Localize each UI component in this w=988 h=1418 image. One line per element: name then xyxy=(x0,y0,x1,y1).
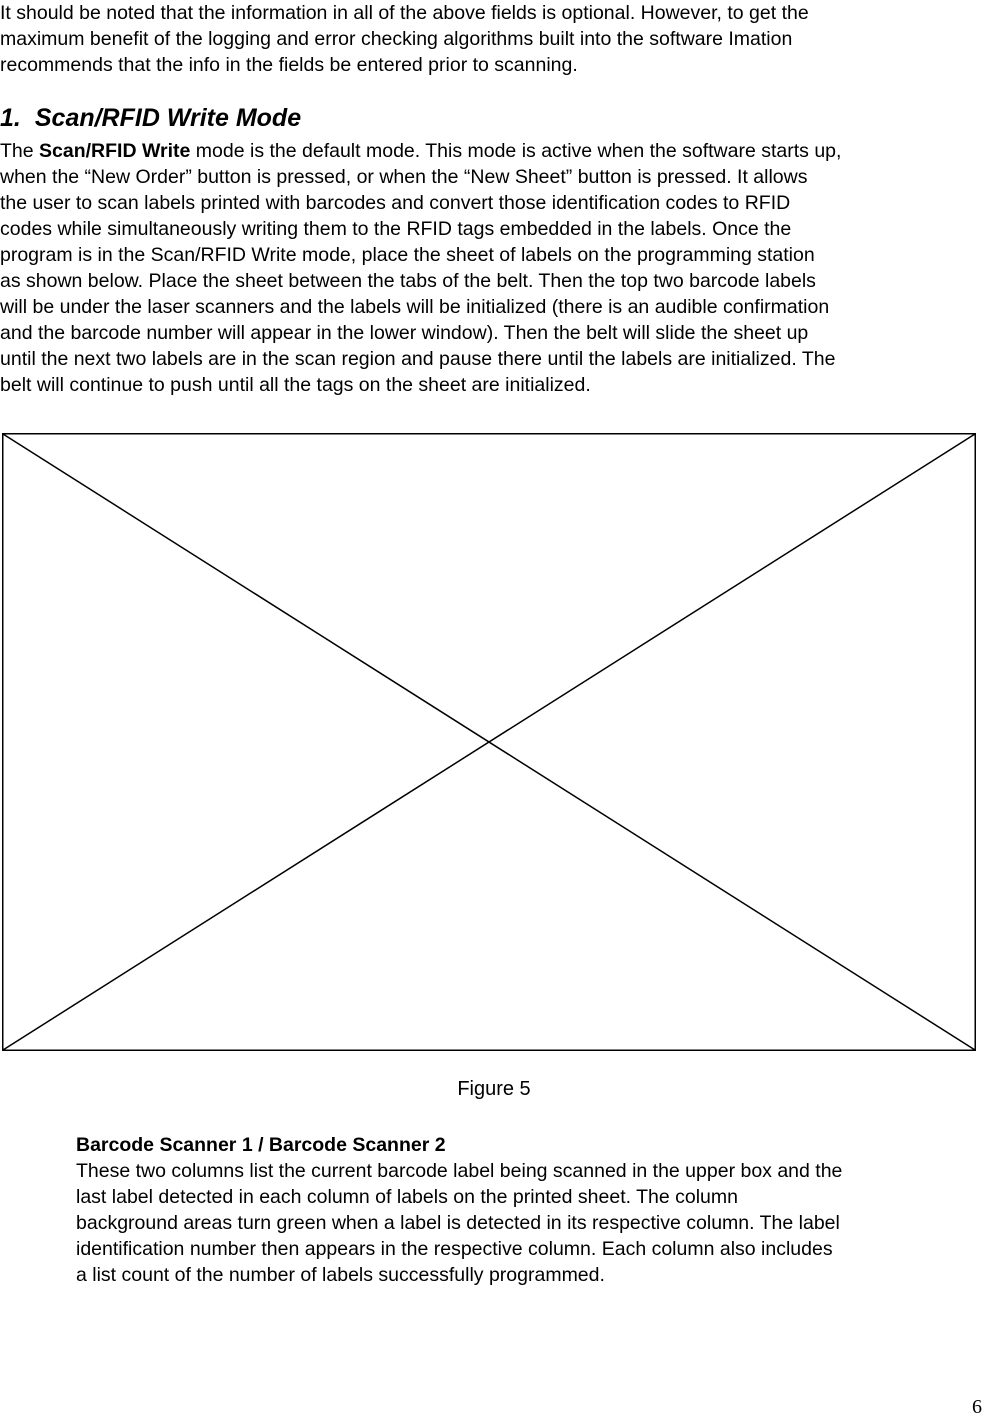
body-line: program is in the Scan/RFID Write mode, place the sheet of labels on the programming station xyxy=(0,244,815,266)
scanner-desc-line: background areas turn green when a label is detected in its respective column. The label xyxy=(76,1212,840,1234)
scanner-section xyxy=(76,1132,842,1288)
figure-caption: Figure 5 xyxy=(457,1078,531,1100)
intro-paragraph xyxy=(0,0,809,78)
body-line: belt will continue to push until all the tags on the sheet are initialized. xyxy=(0,374,591,396)
body-line-rest: mode is the default mode. This mode is active when the software starts up, xyxy=(190,140,842,162)
body-line: when the “New Order” button is pressed, or when the “New Sheet” button is pressed. It allows xyxy=(0,166,808,188)
scanner-section-title: Barcode Scanner 1 / Barcode Scanner 2 xyxy=(76,1134,446,1156)
body-line: will be under the laser scanners and the labels will be initialized (there is an audible confirmation xyxy=(0,296,830,318)
section-title: Scan/RFID Write Mode xyxy=(34,104,302,132)
scanner-desc-line: These two columns list the current barcode label being scanned in the upper box and the xyxy=(76,1160,843,1182)
body-line: until the next two labels are in the scan region and pause there until the labels are initialized. The xyxy=(0,348,836,370)
page-number: 6 xyxy=(972,1396,982,1418)
body-line: as shown below. Place the sheet between the tabs of the belt. Then the top two barcode labels xyxy=(0,270,816,292)
body-line: codes while simultaneously writing them to the RFID tags embedded in the labels. Once the xyxy=(0,218,792,240)
section-heading xyxy=(0,102,301,134)
scanner-desc-line: last label detected in each column of labels on the printed sheet. The column xyxy=(76,1186,738,1208)
scanner-desc-line: a list count of the number of labels successfully programmed. xyxy=(76,1264,605,1286)
body-line xyxy=(0,138,841,164)
intro-line: recommends that the info in the fields be entered prior to scanning. xyxy=(0,54,578,76)
intro-line: maximum benefit of the logging and error checking algorithms built into the software Imation xyxy=(0,28,793,50)
body-paragraph xyxy=(0,138,841,398)
intro-line: It should be noted that the information in all of the above fields is optional. However, to get the xyxy=(0,2,809,24)
section-number: 1. xyxy=(0,104,21,132)
mode-name-bold: Scan/RFID Write xyxy=(39,140,191,162)
body-line-prefix: The xyxy=(0,140,40,162)
body-line: the user to scan labels printed with barcodes and convert those identification codes to RFID xyxy=(0,192,791,214)
scanner-desc-line: identification number then appears in the respective column. Each column also includes xyxy=(76,1238,833,1260)
scanner-section-description xyxy=(76,1158,842,1288)
body-line: and the barcode number will appear in the lower window). Then the belt will slide the sheet up xyxy=(0,322,809,344)
figure-placeholder xyxy=(2,433,976,1051)
